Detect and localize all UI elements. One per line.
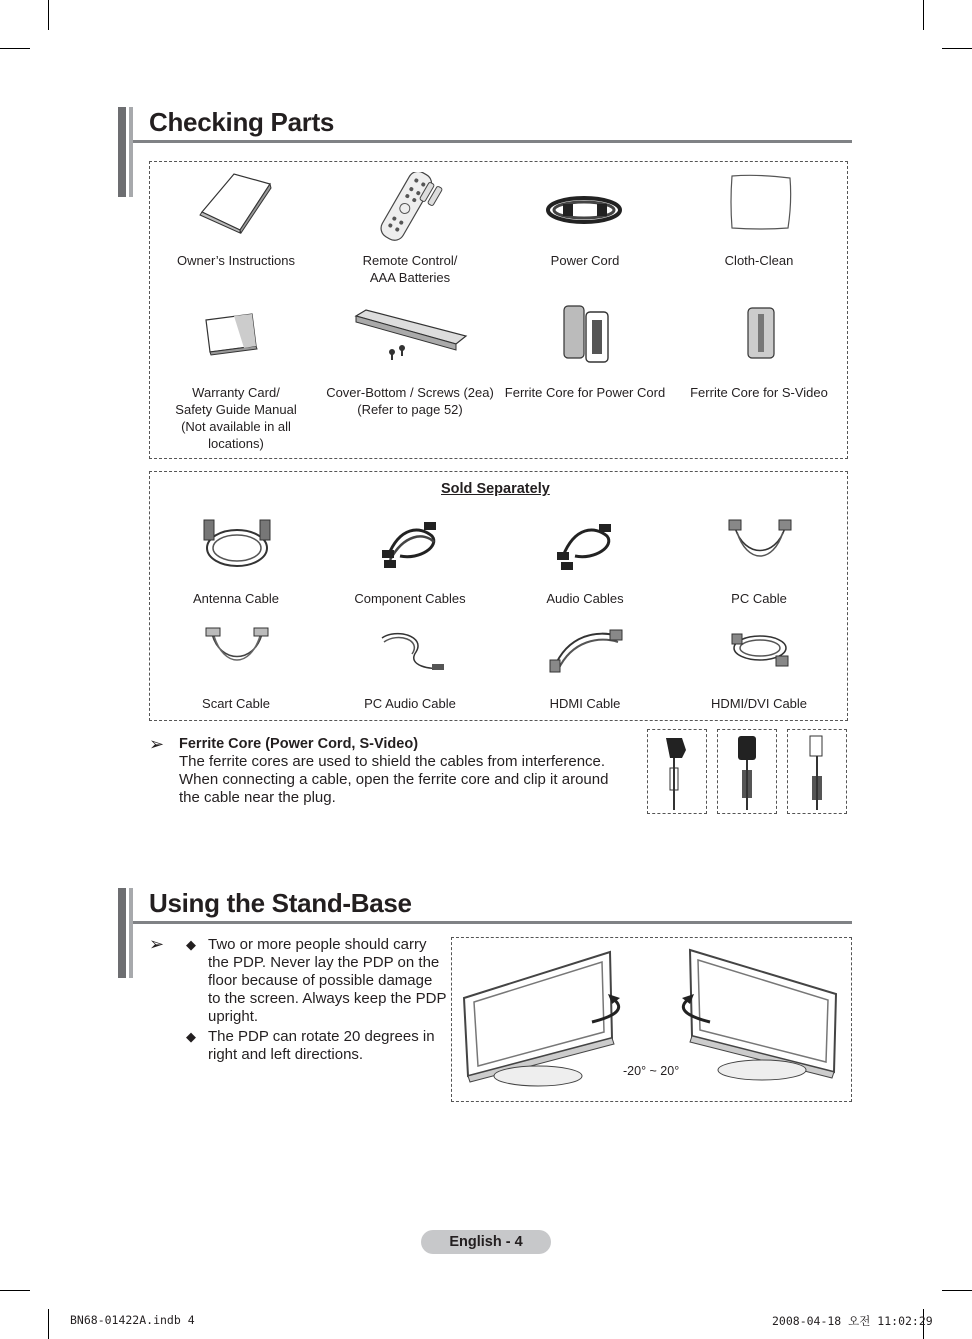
plug-with-ferrite-icon xyxy=(648,730,706,813)
sold-label-scart-cable: Scart Cable xyxy=(202,696,270,711)
rotation-label: -20° ~ 20° xyxy=(623,1064,680,1078)
ferrite-core-svideo-icon xyxy=(744,306,778,360)
power-plug-ferrite-icon xyxy=(718,730,776,813)
print-slug-left: BN68-01422A.indb 4 xyxy=(70,1313,195,1327)
crop-mark xyxy=(942,1290,972,1291)
sold-label-pc-cable: PC Cable xyxy=(731,591,787,606)
antenna-cable-icon xyxy=(200,516,274,572)
sold-label-audio-cables: Audio Cables xyxy=(546,591,624,606)
sold-label-hdmi-cable: HDMI Cable xyxy=(549,696,621,711)
section-rule xyxy=(133,921,852,924)
pc-cable-icon xyxy=(725,518,795,570)
pc-audio-cable-icon xyxy=(376,626,448,674)
ferrite-illustration-2 xyxy=(717,729,777,814)
section-rule xyxy=(133,140,852,143)
item-label-cloth-clean: Cloth-Clean xyxy=(724,253,794,268)
crop-mark xyxy=(0,1290,30,1291)
ferrite-note-line2: When connecting a cable, open the ferrite core and clip it around xyxy=(179,771,609,788)
ferrite-note-line3: the cable near the plug. xyxy=(179,789,336,806)
rotation-illustration-box xyxy=(451,937,852,1102)
page-number-badge: English - 4 xyxy=(421,1230,551,1254)
section-title-checking-parts: Checking Parts xyxy=(149,107,335,137)
warranty-card-icon xyxy=(204,312,260,356)
sold-label-pc-audio-cable: PC Audio Cable xyxy=(364,696,456,711)
item-label-warranty-card: Warranty Card/ Safety Guide Manual (Not available in all locations) xyxy=(175,385,297,451)
component-cables-icon xyxy=(380,516,440,572)
section-title-stand-base: Using the Stand-Base xyxy=(149,888,412,918)
item-label-power-cord: Power Cord xyxy=(550,253,620,268)
crop-mark xyxy=(0,48,30,49)
sold-separately-heading: Sold Separately xyxy=(441,481,550,497)
section-bar xyxy=(129,107,133,197)
bullet-diamond-icon: ◆ xyxy=(186,937,196,952)
power-cord-icon xyxy=(543,190,625,230)
crop-mark xyxy=(48,1309,49,1339)
cover-bottom-icon xyxy=(352,306,470,362)
ferrite-illustration-1 xyxy=(647,729,707,814)
crop-mark xyxy=(48,0,49,30)
crop-mark xyxy=(942,48,972,49)
note-arrow-icon: ➢ xyxy=(149,734,165,754)
item-label-ferrite-core-power: Ferrite Core for Power Cord xyxy=(504,385,666,400)
ferrite-note-line1: The ferrite cores are used to shield the cables from interference. xyxy=(179,753,606,770)
ferrite-illustration-3 xyxy=(787,729,847,814)
item-label-ferrite-core-svideo: Ferrite Core for S-Video xyxy=(690,385,828,400)
note-arrow-icon: ➢ xyxy=(149,934,165,954)
audio-cables-icon xyxy=(555,516,615,572)
hdmi-dvi-cable-icon xyxy=(728,626,792,672)
print-slug-right: 2008-04-18 오전 11:02:29 xyxy=(772,1314,933,1328)
sold-label-antenna-cable: Antenna Cable xyxy=(192,591,279,606)
bullet-diamond-icon: ◆ xyxy=(186,1029,196,1044)
sold-label-component-cables: Component Cables xyxy=(354,591,466,606)
cloth-icon xyxy=(728,172,794,232)
stand-note-bullet-1: Two or more people should carry the PDP. Never lay the PDP on the floor because of possible damage to the screen. Always keep the PDP upright. xyxy=(208,936,447,1025)
stand-note-bullet-2: The PDP can rotate 20 degrees in right and left directions. xyxy=(208,1028,435,1063)
section-bar xyxy=(118,107,126,197)
scart-cable-icon xyxy=(204,624,270,674)
remote-control-icon xyxy=(372,172,452,244)
item-label-owners-instructions: Owner’s Instructions xyxy=(176,253,295,268)
item-label-cover-bottom: Cover-Bottom / Screws (2ea) (Refer to page 52) xyxy=(326,385,494,417)
manual-icon xyxy=(198,172,274,234)
section-bar xyxy=(129,888,133,978)
svideo-plug-ferrite-icon xyxy=(788,730,846,813)
sold-label-hdmi-dvi-cable: HDMI/DVI Cable xyxy=(710,696,808,711)
ferrite-core-power-icon xyxy=(560,302,612,364)
ferrite-note-title: Ferrite Core (Power Cord, S-Video) xyxy=(179,736,419,752)
hdmi-cable-icon xyxy=(548,624,624,674)
section-bar xyxy=(118,888,126,978)
item-label-remote-control: Remote Control/ AAA Batteries xyxy=(362,253,458,285)
crop-mark xyxy=(923,0,924,30)
